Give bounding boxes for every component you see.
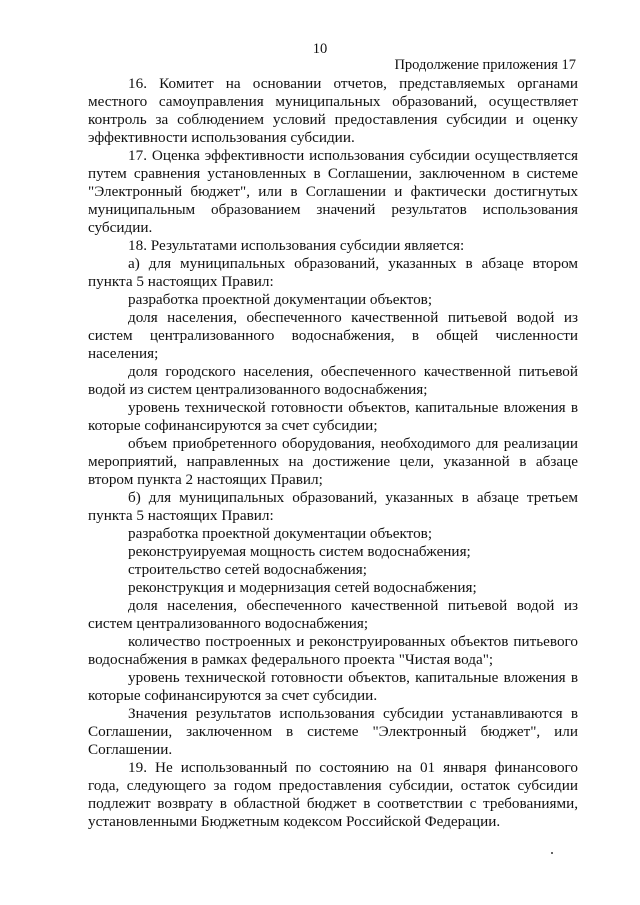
document-body: [88, 75, 578, 831]
result-item: реконструкция и модернизация сетей водоснабжения;: [128, 579, 477, 596]
result-item: количество построенных и реконструированных объектов питьевого водоснабжения в рамках федерального проекта "Чистая вода";: [88, 633, 578, 668]
result-item: строительство сетей водоснабжения;: [128, 561, 367, 578]
subitem-b: б) для муниципальных образований, указанных в абзаце третьем пункта 5 настоящих Правил:: [88, 489, 578, 524]
result-item: реконструируемая мощность систем водоснабжения;: [128, 543, 471, 560]
paragraph-16: 16. Комитет на основании отчетов, представляемых органами местного самоуправления муниципальных образований, осуществляет контроль за соблюдением условий предоставления субсидии и оценку эффективности использования субсидии.: [88, 75, 578, 146]
paragraph-18: 18. Результатами использования субсидии является:: [128, 237, 465, 254]
subitem-a: а) для муниципальных образований, указанных в абзаце втором пункта 5 настоящих Правил:: [88, 255, 578, 290]
result-item: уровень технической готовности объектов, капитальные вложения в которые софинансируются за счет субсидии;: [88, 399, 578, 434]
appendix-continuation-note: Продолжение приложения 17: [394, 57, 576, 73]
result-item: разработка проектной документации объектов;: [128, 291, 433, 308]
result-item: уровень технической готовности объектов, капитальные вложения в которые софинансируются за счет субсидии.: [88, 669, 578, 704]
result-item: объем приобретенного оборудования, необходимого для реализации мероприятий, направленных на достижение цели, указанной в абзаце втором пункта 2 настоящих Правил;: [88, 435, 578, 488]
result-item: доля населения, обеспеченного качественной питьевой водой из систем централизованного водоснабжения, в общей численности населения;: [88, 309, 578, 362]
paragraph-17: 17. Оценка эффективности использования субсидии осуществляется путем сравнения установленных в Соглашении, заключенном в системе "Электронный бюджет", или в Соглашении и фактически достигнутых муниципальным образованием значений результатов использования субсидии.: [88, 147, 578, 236]
page-number: 10: [312, 41, 328, 57]
values-paragraph: Значения результатов использования субсидии устанавливаются в Соглашении, заключенном в системе "Электронный бюджет", или Соглашении.: [88, 705, 578, 758]
result-item: доля населения, обеспеченного качественной питьевой водой из систем централизованного водоснабжения;: [88, 597, 578, 632]
scan-speck: [551, 852, 553, 854]
result-item: доля городского населения, обеспеченного качественной питьевой водой из систем централизованного водоснабжения;: [88, 363, 578, 398]
paragraph-19: 19. Не использованный по состоянию на 01 января финансового года, следующего за годом предоставления субсидии, остаток субсидии подлежит возврату в областной бюджет в соответствии с требованиями, установленными Бюджетным кодексом Российской Федерации.: [88, 759, 578, 830]
result-item: разработка проектной документации объектов;: [128, 525, 433, 542]
